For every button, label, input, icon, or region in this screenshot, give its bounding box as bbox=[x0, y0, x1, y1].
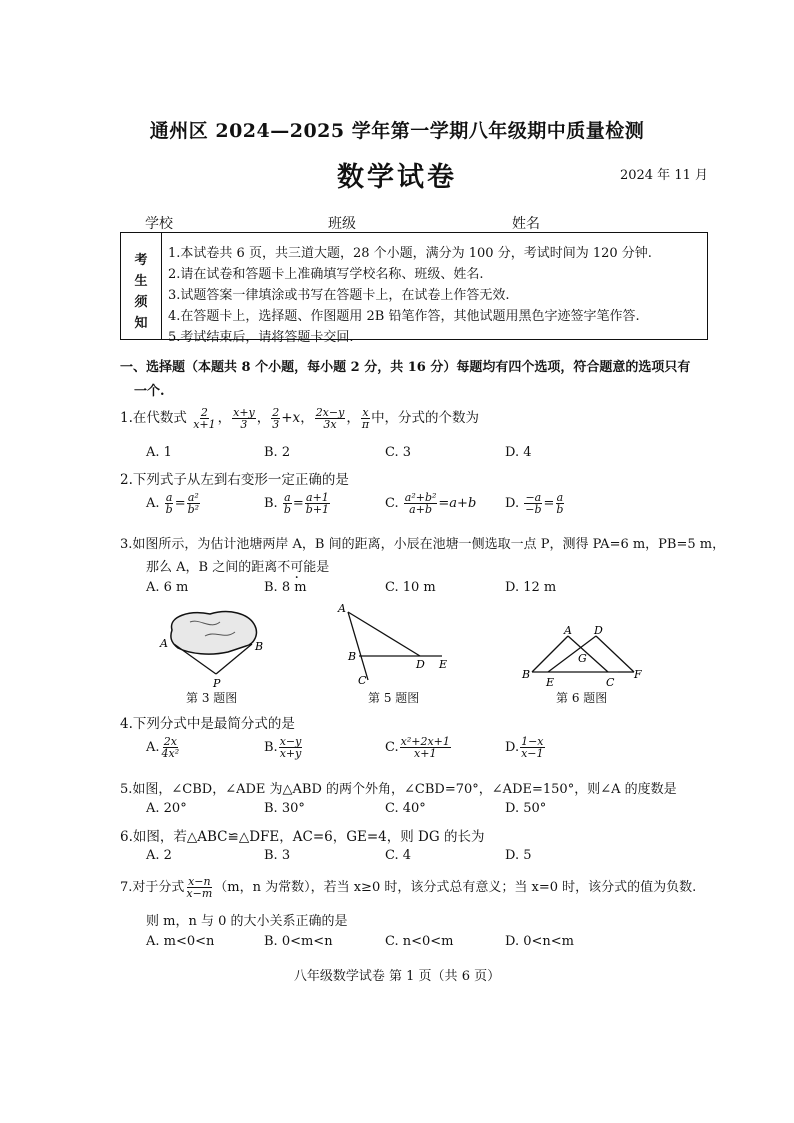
q3-option-a[interactable]: A. 6 m bbox=[146, 580, 189, 595]
page-footer: 八年级数学试卷 第 1 页（共 6 页） bbox=[293, 969, 501, 984]
notice-item: 3.试题答案一律填涂或书写在答题卡上，在试卷上作答无效. bbox=[168, 288, 510, 303]
fig5-label: A bbox=[338, 602, 346, 615]
figure-3-pond bbox=[159, 612, 263, 690]
exam-title: 通州区 2024—2025 学年第一学期八年级期中质量检测 bbox=[149, 120, 645, 142]
q6-option-a[interactable]: A. 2 bbox=[146, 848, 172, 863]
fig6-label: D bbox=[594, 624, 603, 637]
fig6-label: F bbox=[634, 668, 642, 681]
question-3-stem-cont: 那么 A，B 之间的距离不可能是 bbox=[146, 556, 329, 575]
fig6-label: B bbox=[522, 668, 531, 681]
q1-option-d[interactable]: D. 4 bbox=[505, 445, 532, 460]
q2-option-a[interactable]: A. $\frac{a}{b}$ = $\frac{\text{a²}}{\text{b²}}$ bbox=[146, 491, 200, 516]
q6-option-d[interactable]: D. 5 bbox=[505, 848, 532, 863]
question-3-stem: 3.如图所示，为估计池塘两岸 A，B 间的距离，小辰在池塘一侧选取一点 P，测得 PA=6 m，PB=5 m， bbox=[120, 537, 726, 552]
fig5-label: E bbox=[439, 658, 448, 671]
q3-option-d[interactable]: D. 12 m bbox=[505, 580, 557, 595]
fig3-label: P bbox=[213, 677, 221, 690]
exam-subject: 数学试卷 bbox=[337, 162, 457, 193]
q1-option-c[interactable]: C. 3 bbox=[385, 445, 412, 460]
q1-expr: $\frac{2}{3}$ bbox=[272, 406, 280, 431]
school-field[interactable] bbox=[145, 213, 313, 233]
q3-option-b[interactable]: B. 8 m bbox=[264, 580, 307, 595]
q2-option-d[interactable]: D. $\frac{-a}{-b}$ = $\frac{a}{b}$ bbox=[505, 491, 564, 516]
figure-5-caption: 第 5 题图 bbox=[368, 691, 420, 705]
question-7-stem: 7.对于分式 $\frac{x-n}{x-m}$ （m，n 为常数），若当 x≥0 时，该分式总有意义；当 x=0 时，该分式的值为负数. bbox=[120, 875, 697, 900]
question-1-stem: 1.在代数式 $\frac{2}{x+1}$ ， $\frac{x+y}{3}$ ， $\frac{2}{3}$ +x， $\frac{2x-y}{3x}$ ， $\frac{x}{\pi}$ 中，分式的个数为 bbox=[120, 406, 480, 431]
fig6-label: G bbox=[578, 652, 587, 665]
fig6-label: A bbox=[564, 624, 572, 637]
q5-option-b[interactable]: B. 30° bbox=[264, 801, 305, 816]
q7-option-b[interactable]: B. 0<m<n bbox=[264, 934, 333, 949]
fig5-label: C bbox=[358, 674, 367, 687]
exam-notice-box bbox=[120, 232, 708, 345]
question-2-stem: 2.下列式子从左到右变形一定正确的是 bbox=[120, 472, 349, 488]
fig3-label: A bbox=[160, 637, 168, 650]
q7-option-c[interactable]: C. n<0<m bbox=[385, 934, 454, 949]
q5-option-d[interactable]: D. 50° bbox=[505, 801, 547, 816]
q2-option-c[interactable]: C. $\frac{\text{a²+b²}}{a+b}$ =a+b bbox=[385, 491, 477, 516]
q1-option-a[interactable]: A. 1 bbox=[146, 445, 172, 460]
class-label: 班级 bbox=[328, 216, 356, 232]
q1-expr: $\frac{x+y}{3}$ bbox=[233, 406, 255, 431]
q3-option-c[interactable]: C. 10 m bbox=[385, 580, 436, 595]
q7-option-d[interactable]: D. 0<n<m bbox=[505, 934, 574, 949]
fig6-label: C bbox=[606, 676, 615, 689]
section-heading: 一、选择题（本题共 8 个小题，每小题 2 分，共 16 分）每题均有四个选项，符合题意的选项只有 bbox=[120, 360, 691, 375]
figure-6-caption: 第 6 题图 bbox=[556, 691, 608, 705]
figure-3-caption: 第 3 题图 bbox=[186, 691, 238, 705]
q1-expr: $\frac{2x-y}{3x}$ bbox=[315, 406, 345, 431]
q5-option-c[interactable]: C. 40° bbox=[385, 801, 426, 816]
notice-item: 2.请在试卷和答题卡上准确填写学校名称、班级、姓名. bbox=[168, 267, 484, 282]
question-6-stem: 6.如图，若△ABC≌△DFE，AC=6，GE=4，则 DG 的长为 bbox=[120, 829, 485, 845]
q2-option-b[interactable]: B. $\frac{a}{b}$ = $\frac{a+1}{b+1}$ bbox=[264, 491, 330, 516]
fig5-label: D bbox=[416, 658, 425, 671]
q6-option-c[interactable]: C. 4 bbox=[385, 848, 412, 863]
q1-expr: $\frac{2}{x+1}$ bbox=[193, 406, 216, 431]
q6-option-b[interactable]: B. 3 bbox=[264, 848, 291, 863]
q1-expr: $\frac{x}{\pi}$ bbox=[361, 406, 370, 431]
q4-option-b[interactable]: B. $\frac{x-y}{x+y}$ bbox=[264, 735, 302, 760]
q3-emphasis: 不可能 bbox=[277, 560, 317, 575]
fig5-label: B bbox=[348, 650, 357, 663]
notice-label: 考 生 须 知 bbox=[121, 233, 162, 339]
fig3-label: B bbox=[255, 640, 264, 653]
question-5-stem: 5.如图，∠CBD，∠ADE 为△ABD 的两个外角，∠CBD=70°，∠ADE=150°，则∠A 的度数是 bbox=[120, 782, 677, 797]
exam-date: 2024 年 11 月 bbox=[619, 168, 708, 183]
q1-option-b[interactable]: B. 2 bbox=[264, 445, 291, 460]
question-4-stem: 4.下列分式中是最简分式的是 bbox=[120, 716, 295, 732]
name-label: 姓名 bbox=[512, 216, 540, 232]
fig6-label: E bbox=[546, 676, 555, 689]
figure-6-triangles bbox=[521, 624, 642, 689]
name-field[interactable] bbox=[512, 213, 682, 233]
school-label: 学校 bbox=[145, 216, 173, 232]
q5-option-a[interactable]: A. 20° bbox=[146, 801, 187, 816]
class-field[interactable] bbox=[328, 213, 496, 233]
q4-option-a[interactable]: A. $\frac{2x}{\text{4x²}}$ bbox=[146, 735, 180, 760]
q4-option-d[interactable]: D. $\frac{1-x}{x-1}$ bbox=[505, 735, 544, 760]
question-7-stem-cont: 则 m，n 与 0 的大小关系正确的是 bbox=[146, 914, 348, 929]
q7-option-a[interactable]: A. m<0<n bbox=[146, 934, 215, 949]
notice-item: 5.考试结束后，请将答题卡交回. bbox=[168, 330, 354, 345]
notice-item: 1.本试卷共 6 页，共三道大题，28 个小题，满分为 100 分，考试时间为 120 分钟. bbox=[168, 246, 652, 261]
notice-item: 4.在答题卡上，选择题、作图题用 2B 铅笔作答，其他试题用黑色字迹签字笔作答. bbox=[168, 309, 640, 324]
q4-option-c[interactable]: C. $\frac{\text{x²+2x+1}}{x+1}$ bbox=[385, 735, 450, 760]
figure-5-triangle bbox=[337, 602, 447, 687]
section-heading-cont: 一个. bbox=[134, 384, 165, 399]
